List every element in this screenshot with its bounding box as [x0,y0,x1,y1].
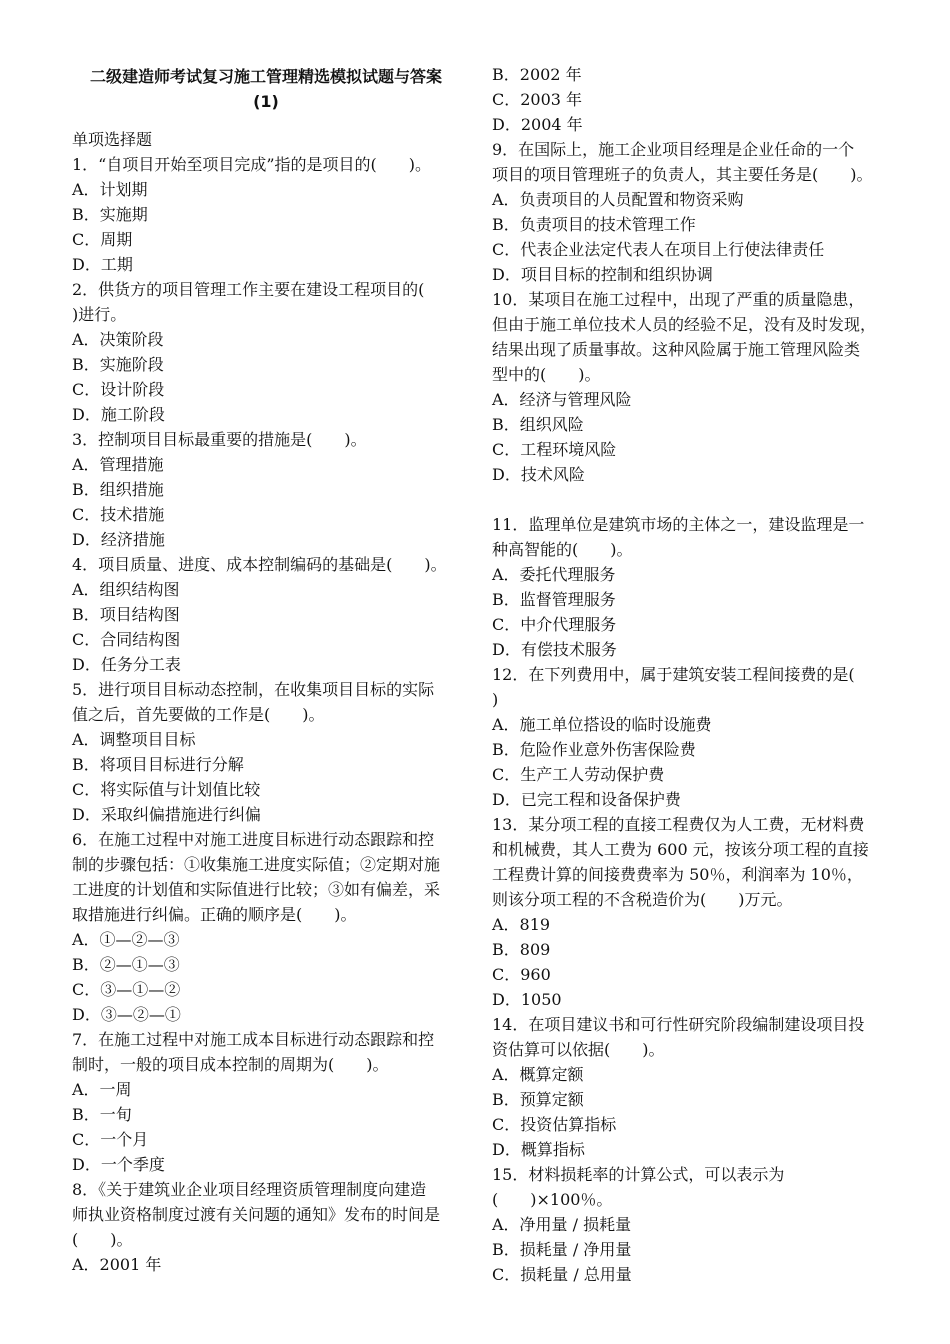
text-line: A．计划期 [72,180,148,199]
title-line-1: 二级建造师考试复习施工管理精选模拟试题与答案 [89,67,442,86]
text-line: B．2002 年 [492,65,582,84]
text-line: C．将实际值与计划值比较 [72,780,261,799]
text-line: C．③—①—② [72,980,181,999]
text-line: 7．在施工过程中对施工成本目标进行动态跟踪和控 [72,1030,435,1049]
text-line: C．代表企业法定代表人在项目上行使法律责任 [492,240,825,259]
document-title [72,64,460,114]
text-line: D．施工阶段 [72,405,165,424]
text-line: 6．在施工过程中对施工进度目标进行动态跟踪和控 [72,830,435,849]
text-line: 值之后，首先要做的工作是( )。 [72,705,325,724]
right-column [492,0,880,1287]
text-line: C．技术措施 [72,505,165,524]
text-line: 工进度的计划值和实际值进行比较；③如有偏差，采 [72,880,441,899]
text-line: B．负责项目的技术管理工作 [492,215,696,234]
text-line: 3．控制项目目标最重要的措施是( )。 [72,430,367,449]
title-line-2: (1) [253,92,279,111]
text-line: D．有偿技术服务 [492,640,617,659]
text-line: B．监督管理服务 [492,590,616,609]
text-line: A．概算定额 [492,1065,584,1084]
text-line: A．调整项目目标 [72,730,196,749]
section-heading: 单项选择题 [72,130,153,149]
right-column-top-spacer [492,0,880,62]
text-line: 1．“自项目开始至项目完成”指的是项目的( )。 [72,155,432,174]
text-line: B．②—①—③ [72,955,180,974]
text-line: 8．《关于建筑业企业项目经理资质管理制度向建造 [72,1180,427,1199]
text-line: A．净用量 / 损耗量 [492,1215,632,1234]
text-line: 和机械费，其人工费为 600 元，按该分项工程的直接 [492,840,869,859]
text-line: C．2003 年 [492,90,583,109]
text-line: 9．在国际上，施工企业项目经理是企业任命的一个 [492,140,855,159]
text-line: 10．某项目在施工过程中，出现了严重的质量隐患， [492,290,865,309]
text-line: D．一个季度 [72,1155,165,1174]
text-line: 12．在下列费用中，属于建筑安装工程间接费的是( [492,665,855,684]
text-line: B．809 [492,940,551,959]
text-line: C．投资估算指标 [492,1115,617,1134]
text-line: B．一旬 [72,1105,132,1124]
text-line: ( )。 [72,1230,133,1249]
text-line: A．负责项目的人员配置和物资采购 [492,190,744,209]
text-line: B．组织风险 [492,415,584,434]
text-line: 13．某分项工程的直接工程费仅为人工费，无材料费 [492,815,865,834]
text-line: A．经济与管理风险 [492,390,632,409]
text-line: B．将项目目标进行分解 [72,755,244,774]
text-line: 14．在项目建议书和可行性研究阶段编制建设项目投 [492,1015,865,1034]
text-line: D．技术风险 [492,465,585,484]
text-line: A．组织结构图 [72,580,180,599]
text-line: D．2004 年 [492,115,583,134]
text-line: 15．材料损耗率的计算公式，可以表示为 [492,1165,785,1184]
text-line: ( )×100％。 [492,1190,613,1209]
text-line: C．生产工人劳动保护费 [492,765,665,784]
text-line: A．施工单位搭设的临时设施费 [492,715,712,734]
text-line: A．管理措施 [72,455,164,474]
text-line: 师执业资格制度过渡有关问题的通知》发布的时间是 [72,1205,441,1224]
text-line: 工程费计算的间接费费率为 50％，利润率为 10％， [492,865,863,884]
text-line: A．2001 年 [72,1255,162,1274]
text-line: B．项目结构图 [72,605,180,624]
left-column [72,0,460,1277]
text-line: 但由于施工单位技术人员的经验不足，没有及时发现， [492,315,877,334]
text-line: A．①—②—③ [72,930,180,949]
text-line: D．工期 [72,255,133,274]
text-line: 11．监理单位是建筑市场的主体之一，建设监理是一 [492,515,865,534]
text-line: A．决策阶段 [72,330,164,349]
text-line: D．已完工程和设备保护费 [492,790,681,809]
text-line: 制时，一般的项目成本控制的周期为( )。 [72,1055,389,1074]
text-line: B．危险作业意外伤害保险费 [492,740,696,759]
text-line: 取措施进行纠偏。正确的顺序是( )。 [72,905,357,924]
blank-line [492,487,880,512]
text-line: )进行。 [72,305,127,324]
text-line: B．实施阶段 [72,355,164,374]
text-line: 种高智能的( )。 [492,540,633,559]
left-question-list [72,152,460,1277]
text-line: B．组织措施 [72,480,164,499]
right-question-list [492,62,880,1287]
text-line: A．一周 [72,1080,132,1099]
text-line: 型中的( )。 [492,365,601,384]
title-spacer [72,114,460,127]
text-line: D．任务分工表 [72,655,181,674]
text-line: B．损耗量 / 净用量 [492,1240,632,1259]
text-line: ) [492,690,499,709]
text-line: C．合同结构图 [72,630,181,649]
text-line: 则该分项工程的不含税造价为( )万元。 [492,890,793,909]
text-line: C．设计阶段 [72,380,165,399]
text-line: 4．项目质量、进度、成本控制编码的基础是( )。 [72,555,447,574]
text-line: D．采取纠偏措施进行纠偏 [72,805,261,824]
text-line: A．819 [492,915,551,934]
text-line: C．一个月 [72,1130,149,1149]
text-line: 项目的项目管理班子的负责人，其主要任务是( )。 [492,165,873,184]
text-line: C．960 [492,965,551,984]
text-line: D．经济措施 [72,530,165,549]
text-line: 5．进行项目目标动态控制，在收集项目目标的实际 [72,680,435,699]
text-line: 制的步骤包括：①收集施工进度实际值；②定期对施 [72,855,441,874]
text-line: C．损耗量 / 总用量 [492,1265,632,1284]
text-line: 资估算可以依据( )。 [492,1040,665,1059]
text-line: D．1050 [492,990,562,1009]
text-line: A．委托代理服务 [492,565,616,584]
text-line: B．预算定额 [492,1090,584,1109]
text-line: D．③—②—① [72,1005,181,1024]
text-line: 2．供货方的项目管理工作主要在建设工程项目的( [72,280,425,299]
text-line: C．周期 [72,230,133,249]
text-line: 结果出现了质量事故。这种风险属于施工管理风险类 [492,340,861,359]
text-line: D．项目目标的控制和组织协调 [492,265,713,284]
text-line: C．工程环境风险 [492,440,617,459]
text-line: D．概算指标 [492,1140,585,1159]
text-line: C．中介代理服务 [492,615,617,634]
text-line: B．实施期 [72,205,148,224]
